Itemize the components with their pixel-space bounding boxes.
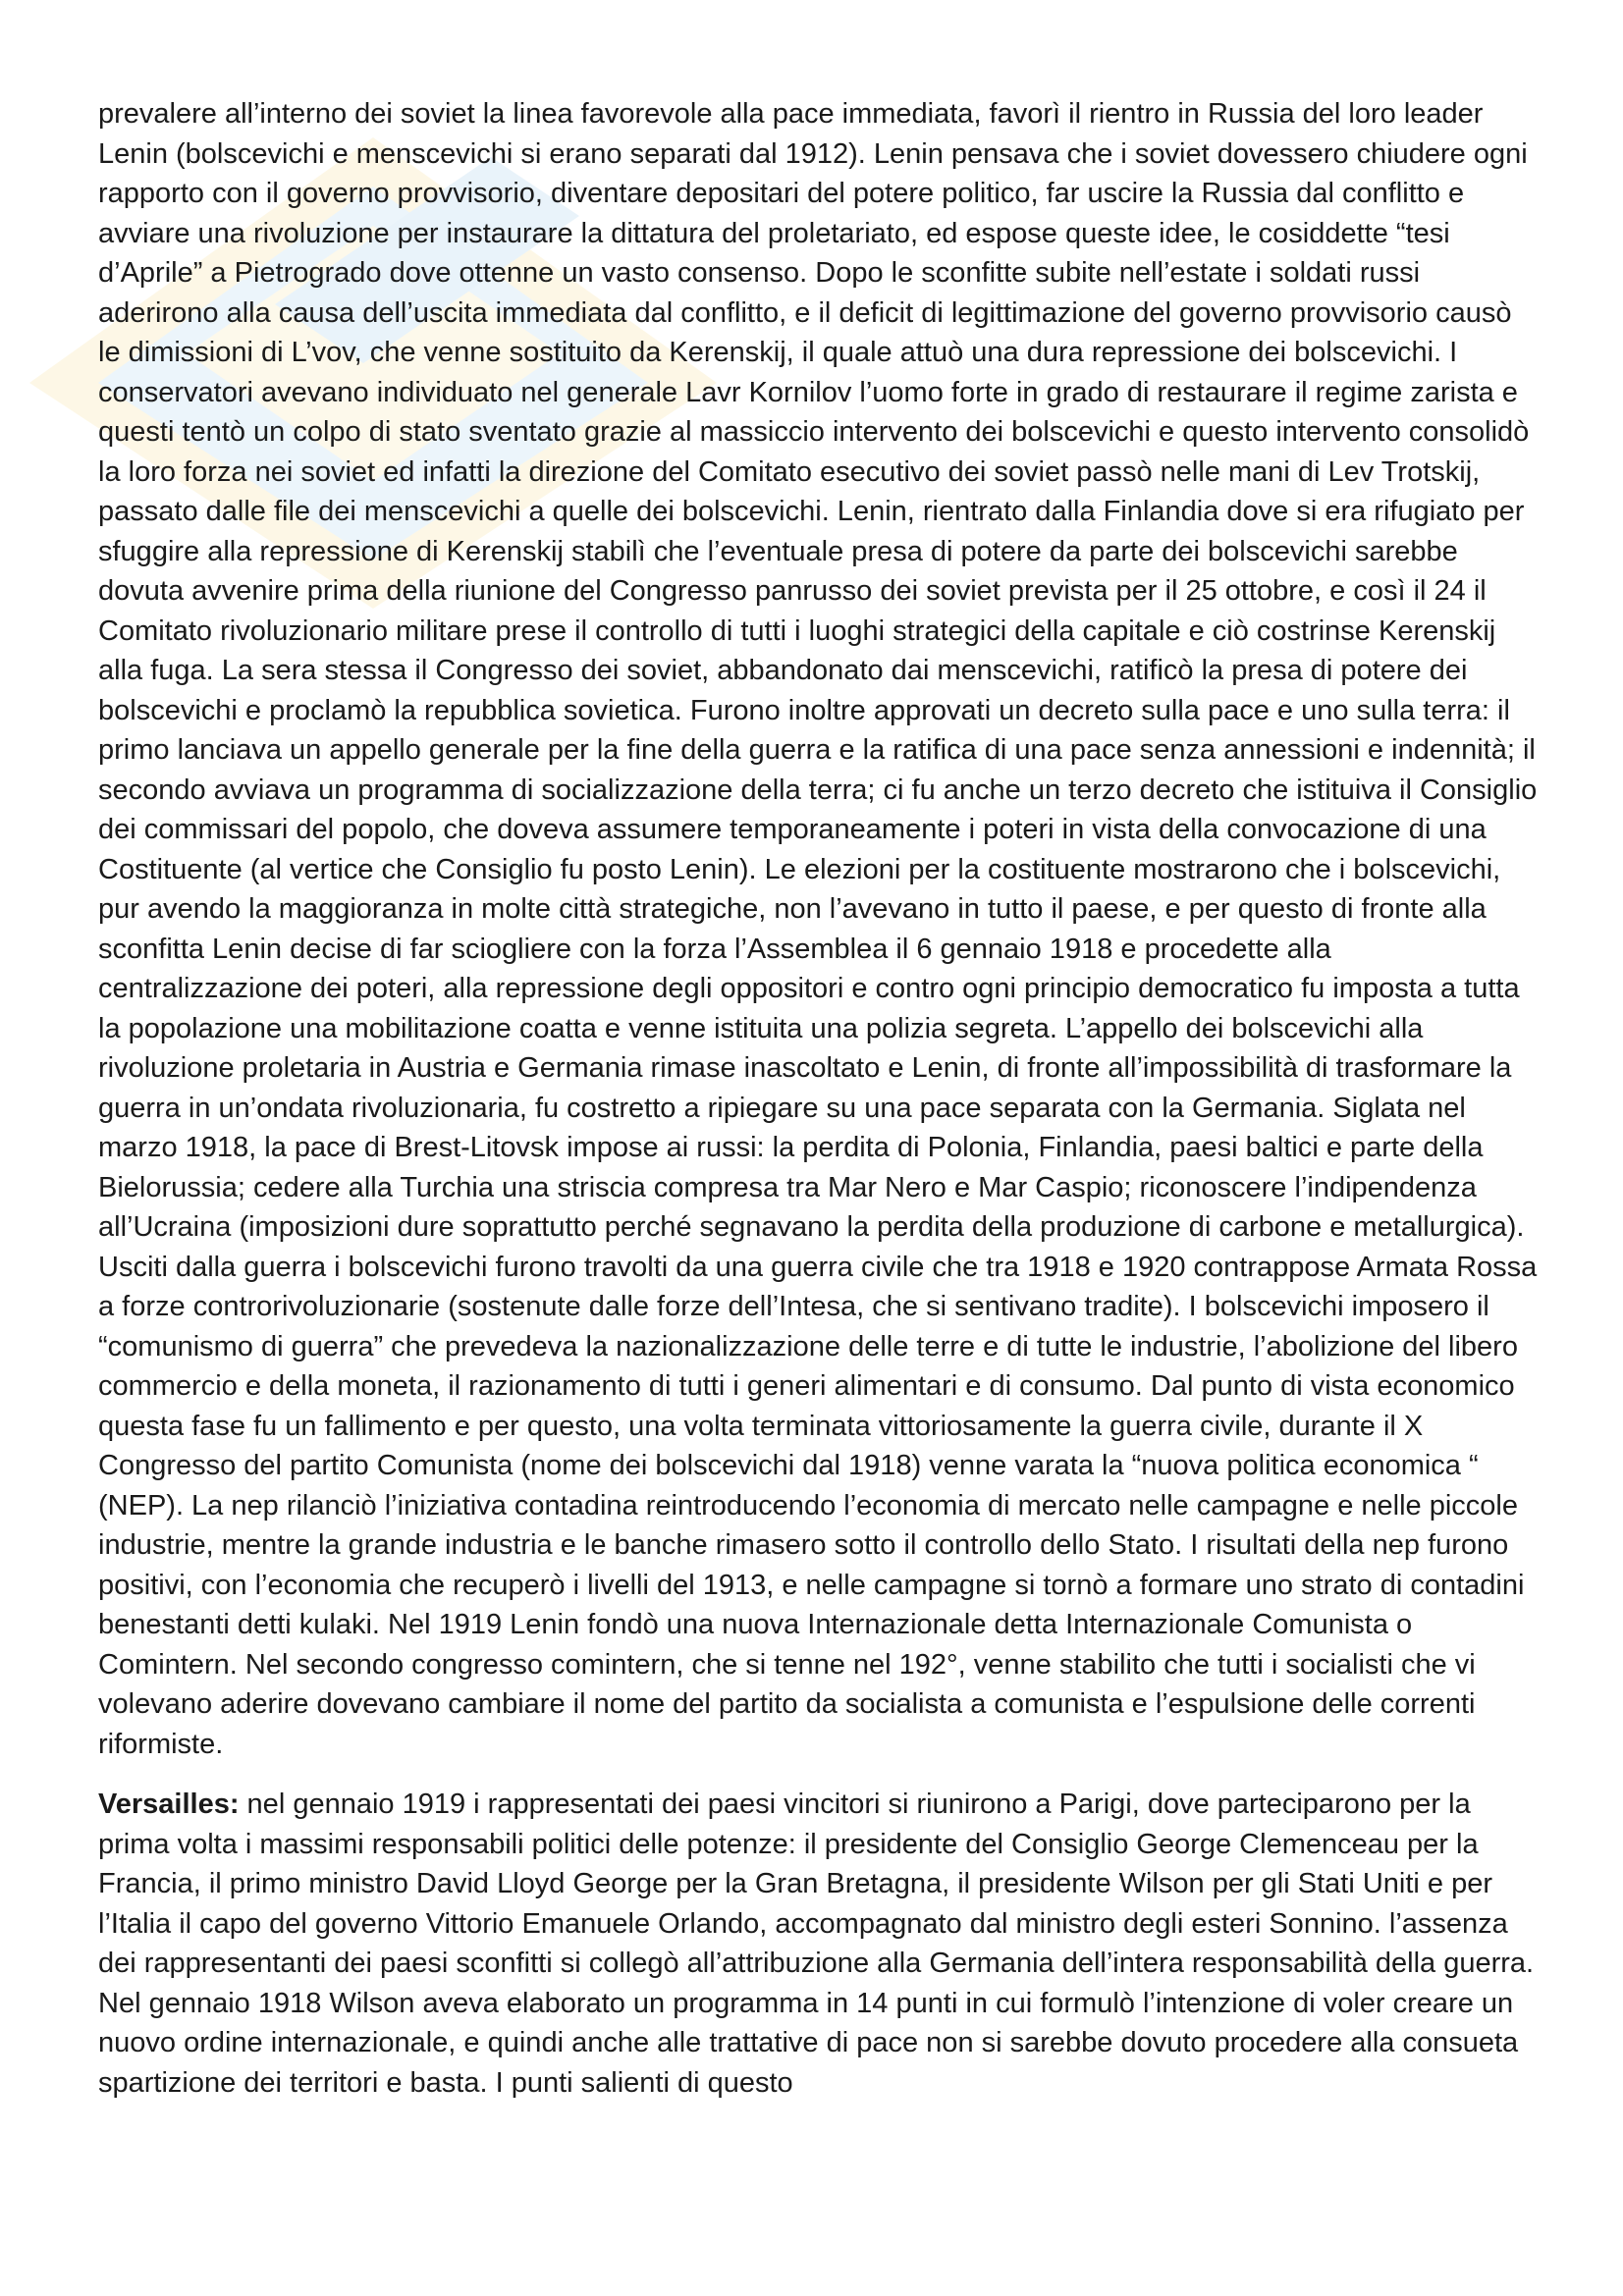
versailles-text: nel gennaio 1919 i rappresentati dei paesi vincitori si riunirono a Parigi, dove parteciparono per la prima volta i massimi responsabili politici delle potenze: il presidente del Consiglio George Clemenceau per la Francia, il primo ministro David Lloyd George per la Gran Bretagna, il presidente Wilson per gli Stati Uniti e per l’Italia il capo del governo Vittorio Emanuele Orlando, accompagnato dal ministro degli esteri Sonnino. l’assenza dei rappresentanti dei paesi sconfitti si collegò all’attribuzione alla Germania dell’intera responsabilità della guerra. Nel gennaio 1918 Wilson aveva elaborato un programma in 14 punti in cui formulò l’intenzione di voler creare un nuovo ordine internazionale, e quindi anche alle trattative di pace non si sarebbe dovuto procedere alla consueta spartizione dei territori e basta. I punti salienti di questo	[98, 1789, 1535, 2099]
document-body	[98, 94, 1540, 2123]
paragraph-revolution: prevalere all’interno dei soviet la linea favorevole alla pace immediata, favorì il rientro in Russia del loro leader Lenin (bolscevichi e menscevichi si erano separati dal 1912). Lenin pensava che i soviet dovessero chiudere ogni rapporto con il governo provvisorio, diventare depositari del potere politico, far uscire la Russia dal conflitto e avviare una rivoluzione per instaurare la dittatura del proletariato, ed espose queste idee, le cosiddette “tesi d’Aprile” a Pietrogrado dove ottenne un vasto consenso. Dopo le sconfitte subite nell’estate i soldati russi aderirono alla causa dell’uscita immediata dal conflitto, e il deficit di legittimazione del governo provvisorio causò le dimissioni di L’vov, che venne sostituito da Kerenskij, il quale attuò una dura repressione dei bolscevichi. I conservatori avevano individuato nel generale Lavr Kornilov l’uomo forte in grado di restaurare il regime zarista e questi tentò un colpo di stato sventato grazie al massiccio intervento dei bolscevichi e questo intervento consolidò la loro forza nei soviet ed infatti la direzione del Comitato esecutivo dei soviet passò nelle mani di Lev Trotskij, passato dalle file dei menscevichi a quelle dei bolscevichi. Lenin, rientrato dalla Finlandia dove si era rifugiato per sfuggire alla repressione di Kerenskij stabilì che l’eventuale presa di potere da parte dei bolscevichi sarebbe dovuta avvenire prima della riunione del Congresso panrusso dei soviet prevista per il 25 ottobre, e così il 24 il Comitato rivoluzionario militare prese il controllo di tutti i luoghi strategici della capitale e ciò costrinse Kerenskij alla fuga. La sera stessa il Congresso dei soviet, abbandonato dai menscevichi, ratificò la presa di potere dei bolscevichi e proclamò la repubblica sovietica. Furono inoltre approvati un decreto sulla pace e uno sulla terra: il primo lanciava un appello generale per la fine della guerra e la ratifica di una pace senza annessioni e indennità; il secondo avviava un programma di socializzazione della terra; ci fu anche un terzo decreto che istituiva il Consiglio dei commissari del popolo, che doveva assumere temporaneamente i poteri in vista della convocazione di una Costituente (al vertice che Consiglio fu posto Lenin). Le elezioni per la costituente mostrarono che i bolscevichi, pur avendo la maggioranza in molte città strategiche, non l’avevano in tutto il paese, e per questo di fronte alla sconfitta Lenin decise di far sciogliere con la forza l’Assemblea il 6 gennaio 1918 e procedette alla centralizzazione dei poteri, alla repressione degli oppositori e contro ogni principio democratico fu imposta a tutta la popolazione una mobilitazione coatta e venne istituita una polizia segreta. L’appello dei bolscevichi alla rivoluzione proletaria in Austria e Germania rimase inascoltato e Lenin, di fronte all’impossibilità di trasformare la guerra in un’ondata rivoluzionaria, fu costretto a ripiegare su una pace separata con la Germania. Siglata nel marzo 1918, la pace di Brest-Litovsk impose ai russi: la perdita di Polonia, Finlandia, paesi baltici e parte della Bielorussia; cedere alla Turchia una striscia compresa tra Mar Nero e Mar Caspio; riconoscere l’indipendenza all’Ucraina (imposizioni dure soprattutto perché segnavano la perdita della produzione di carbone e metallurgica). Usciti dalla guerra i bolscevichi furono travolti da una guerra civile che tra 1918 e 1920 contrappose Armata Rossa a forze controrivoluzionarie (sostenute dalle forze dell’Intesa, che si sentivano tradite). I bolscevichi imposero il “comunismo di guerra” che prevedeva la nazionalizzazione delle terre e di tutte le industrie, l’abolizione del libero commercio e della moneta, il razionamento di tutti i generi alimentari e di consumo. Dal punto di vista economico questa fase fu un fallimento e per questo, una volta terminata vittoriosamente la guerra civile, durante il X Congresso del partito Comunista (nome dei bolscevichi dal 1918) venne varata la “nuova politica economica “ (NEP). La nep rilanciò l’iniziativa contadina reintroducendo l’economia di mercato nelle campagne e nelle piccole industrie, mentre la grande industria e le banche rimasero sotto il controllo dello Stato. I risultati della nep furono positivi, con l’economia che recuperò i livelli del 1913, e nelle campagne si tornò a formare uno strato di contadini benestanti detti kulaki. Nel 1919 Lenin fondò una nuova Internazionale detta Internazionale Comunista o Comintern. Nel secondo congresso comintern, che si tenne nel 192°, venne stabilito che tutti i socialisti che vi volevano aderire dovevano cambiare il nome del partito da socialista a comunista e l’espulsione delle correnti riformiste.	[98, 98, 1538, 1760]
paragraph-versailles	[98, 1785, 1540, 2103]
versailles-heading: Versailles:	[98, 1789, 240, 1820]
